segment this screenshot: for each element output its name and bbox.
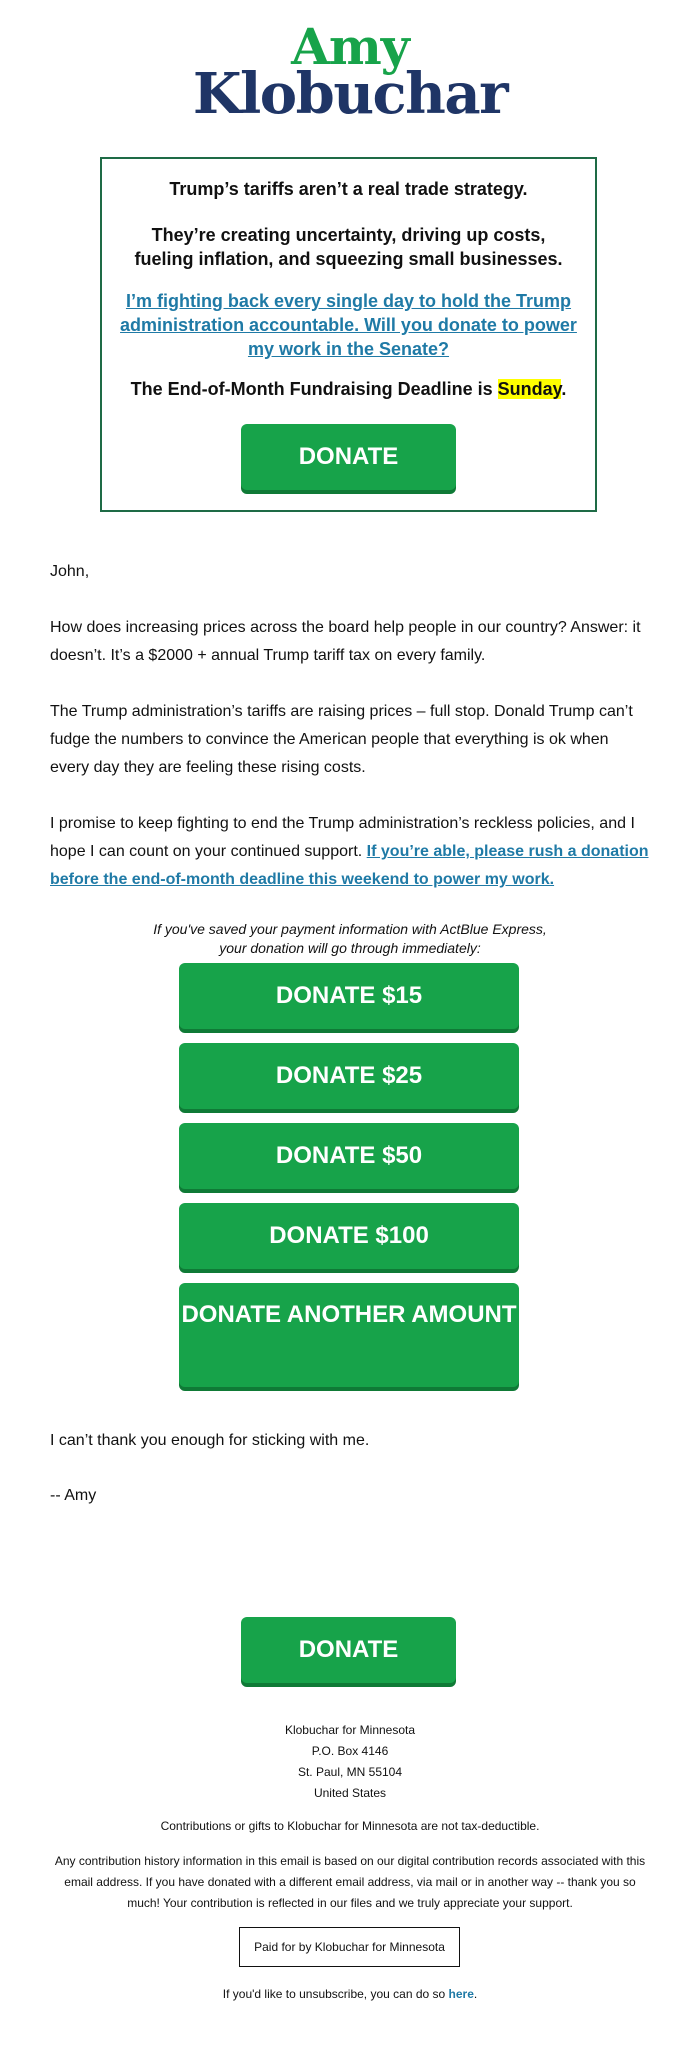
deadline-suffix: .	[561, 379, 567, 399]
closing-line: I can’t thank you enough for sticking with me.	[50, 1432, 370, 1449]
klobuchar-logo[interactable]	[0, 17, 700, 127]
unsubscribe-link[interactable]: here	[448, 1987, 474, 2001]
address-po-box: P.O. Box 4146	[311, 1744, 389, 1758]
paragraph-1: How does increasing prices across the board help people in our country? Answer: it doesn’t. It’s a $2000 + annual Trump tariff tax on every family.	[50, 619, 641, 664]
deadline-line	[102, 377, 595, 401]
unsubscribe-text: If you'd like to unsubscribe, you can do so	[222, 1987, 449, 2001]
unsubscribe-end: .	[473, 1987, 478, 2001]
paragraph-3-text: I promise to keep fighting to end the Trump administration’s reckless policies, and I hope I can count on your continued support.	[50, 815, 635, 860]
intro-subheadline: They’re creating uncertainty, driving up costs, fueling inflation, and squeezing small businesses.	[134, 225, 563, 269]
donate-50-button[interactable]: DONATE $50	[179, 1123, 519, 1189]
deadline-prefix: The End-of-Month Fundraising Deadline is	[130, 379, 498, 399]
mailing-address	[0, 1720, 700, 1804]
donate-25-button[interactable]: DONATE $25	[179, 1043, 519, 1109]
contribution-history-note: Any contribution history information in this email is based on our digital contribution records associated with this email address. If you have donated with a different email address, via mail or in another way -- thank you so much! Your contribution is reflected in our files and we truly appreciate your support.	[54, 1854, 646, 1910]
intro-donate-link[interactable]: I’m fighting back every single day to hold the Trump administration accountable. Will you donate to power my work in the Senate?	[120, 291, 577, 359]
donate-100-button[interactable]: DONATE $100	[179, 1203, 519, 1269]
address-org: Klobuchar for Minnesota	[284, 1723, 416, 1737]
address-country: United States	[313, 1786, 387, 1800]
logo-first-name: Amy	[291, 17, 409, 76]
deadline-day-highlight: Sunday	[497, 379, 562, 399]
signature: -- Amy	[50, 1487, 97, 1504]
donate-other-amount-button[interactable]: DONATE ANOTHER AMOUNT	[179, 1283, 519, 1387]
logo-last-name: Klobuchar	[192, 61, 508, 127]
rush-donation-link[interactable]: If you’re able, please rush a donation before the end-of-month deadline this weekend to power my work.	[50, 843, 649, 888]
unsubscribe-line	[0, 1985, 700, 2003]
donate-15-button[interactable]: DONATE $15	[179, 963, 519, 1029]
paragraph-3	[50, 810, 652, 894]
paragraph-2: The Trump administration’s tariffs are raising prices – full stop. Donald Trump can’t fudge the numbers to convince the American people that everything is ok when every day they are feeling these rising costs.	[50, 703, 633, 776]
donate-button-top[interactable]: DONATE	[241, 424, 456, 490]
paid-for-box: Paid for by Klobuchar for Minnesota	[239, 1927, 460, 1967]
tax-disclaimer: Contributions or gifts to Klobuchar for Minnesota are not tax-deductible.	[160, 1819, 540, 1833]
address-city: St. Paul, MN 55104	[297, 1765, 403, 1779]
greeting: John,	[50, 563, 90, 580]
express-note-line-1: If you've saved your payment information with ActBlue Express,	[153, 921, 547, 937]
donate-button-bottom[interactable]: DONATE	[241, 1617, 456, 1683]
intro-headline: Trump’s tariffs aren’t a real trade strategy.	[169, 179, 528, 199]
actblue-express-note	[0, 920, 700, 958]
express-note-line-2: your donation will go through immediately:	[219, 940, 481, 956]
